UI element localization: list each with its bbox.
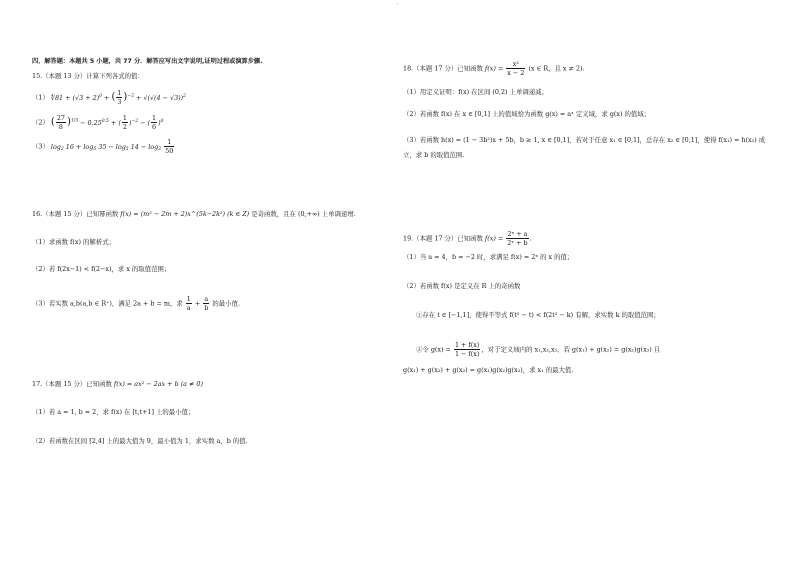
- q18-part1: （1）用定义证明：f(x) 在区间 (0,2) 上单调递减；: [403, 88, 548, 96]
- q18-part3-line1: （3）若函数 h(x) = (1 − 3b²)x + 5b，b ≥ 1, x ∈ [0,1]，若对于任意 x₁ ∈ [0,1]，总存在 x₂ ∈ [0,1]，使得 f(x₁) = h(x₂) 成: [403, 136, 766, 144]
- fraction: $\frac{1}{6}$: [152, 114, 157, 131]
- fraction: $\frac{\text{x²}}{x - 2}$: [507, 60, 525, 77]
- q18-part3-line2: 立，求 b 的取值范围.: [403, 151, 465, 159]
- section-header: 四、解答题：本题共 5 小题，共 77 分．解答应写出文字说明,证明过程或演算步骤.: [32, 58, 263, 65]
- page-top-mark: [397, 3, 398, 4]
- q18-title: 18.（本题 17 分）已知函数 f(x) = $\frac{\text{x²}}{x - 2}$ (x ∈ R，且 x ≠ 2).: [403, 60, 585, 77]
- q19-part2-i: ①存在 t ∈ [−1,1]，使得不等式 f(t² − t) < f(2t² − k) 有解，求实数 k 的取值范围；: [416, 311, 660, 319]
- q16-part2: （2）若 f(2x−1) < f(2−x)，求 x 的取值范围；: [32, 265, 171, 273]
- q15-part3-label: （3）: [32, 142, 49, 151]
- q17-part1: （1）若 a = 1, b = 2，求 f(x) 在 [t,t+1] 上的最小值；: [32, 408, 195, 416]
- q19-part1: （1）当 a = 4，b = −2 时，求满足 f(x) = 2ˣ 的 x 的值；: [403, 253, 574, 261]
- q16-title: 16.（本题 15 分）已知幂函数 f(x) = (m² − 2m + 2)x^(5k−2k²) (k ∈ Z) 是奇函数，且在 (0,+∞) 上单调递增.: [32, 210, 356, 218]
- q19-part2-ii: ②令 g(x) = $\frac{1 + f(x)}{1 - f(x)}$ ，对于定义域内的 x₁,x₂,x₃，若 g(x₁) + g(x₂) = g(x₂)g(x₃) 且: [416, 341, 661, 358]
- q16-part3: （3）若实数 a,b(a,b ∈ R⁺)，满足 2a + b = m，求 $\frac{1}{a}$ + $\frac{a}{b}$ 的最小值.: [32, 295, 240, 312]
- q17-part2: （2）若函数在区间 [2,4] 上的最大值为 9，最小值为 1，求实数 a、b 的值.: [32, 437, 248, 445]
- q19-title: 19.（本题 17 分）已知函数 f(x) = $\frac{\text{2ˣ + a}}{\text{2ˣ + b}}$ .: [403, 230, 532, 247]
- q18-part2: （2）若函数 f(x) 在 x ∈ [0,1] 上的值域恰为函数 g(x) = aˣ 定义域，求 g(x) 的值域；: [403, 110, 651, 118]
- q15-part3: （3） $\log_2 16 + \log_5 35 - \log_5 14 - \log_2$ $\frac{1}{50}$: [32, 138, 174, 155]
- q15-part1: （1） ∜81 + $(√3 + 2)^0$ + ( $\frac{1}{3}$ )$^{-2} + √(√(4 - √3))^2$: [32, 89, 186, 106]
- q16-part1: （1）求函数 f(x) 的解析式；: [32, 238, 115, 246]
- q15-part2-label: （2）: [32, 118, 49, 127]
- q15-title: 15.（本题 13 分）计算下列各式的值：: [32, 72, 144, 80]
- fraction: $\frac{1 + f(x)}{1 - f(x)}$: [454, 341, 480, 358]
- q17-title: 17.（本题 15 分）已知函数 f(x) = ax² − 2ax + b (a ≠ 0): [32, 380, 203, 388]
- fraction: $\frac{1}{50}$: [165, 138, 174, 155]
- fraction: $\frac{1}{a}$: [186, 295, 191, 312]
- fraction: $\frac{27}{8}$: [56, 114, 65, 131]
- fraction: $\frac{\text{2ˣ + a}}{\text{2ˣ + b}}$: [507, 230, 528, 247]
- fraction: $\frac{1}{2}$: [122, 114, 127, 131]
- q15-part2: （2） ( $\frac{27}{8}$ )$^{1/3} - 0.25^{0.5}$ + ( $\frac{1}{2}$ )$^{-2}$ − ( $\frac{1}{6}$ )$^0$: [32, 114, 164, 131]
- fraction: $\frac{1}{3}$: [117, 89, 122, 106]
- q19-part2: （2）若函数 f(x) 是定义在 R 上的奇函数: [403, 282, 521, 290]
- q19-part2-ii-line2: g(x₁) + g(x₂) + g(x₃) = g(x₁)g(x₂)g(x₃)，求 x₁ 的最大值.: [403, 366, 574, 374]
- q15-part1-label: （1）: [32, 93, 49, 102]
- fraction: $\frac{a}{b}$: [204, 295, 209, 312]
